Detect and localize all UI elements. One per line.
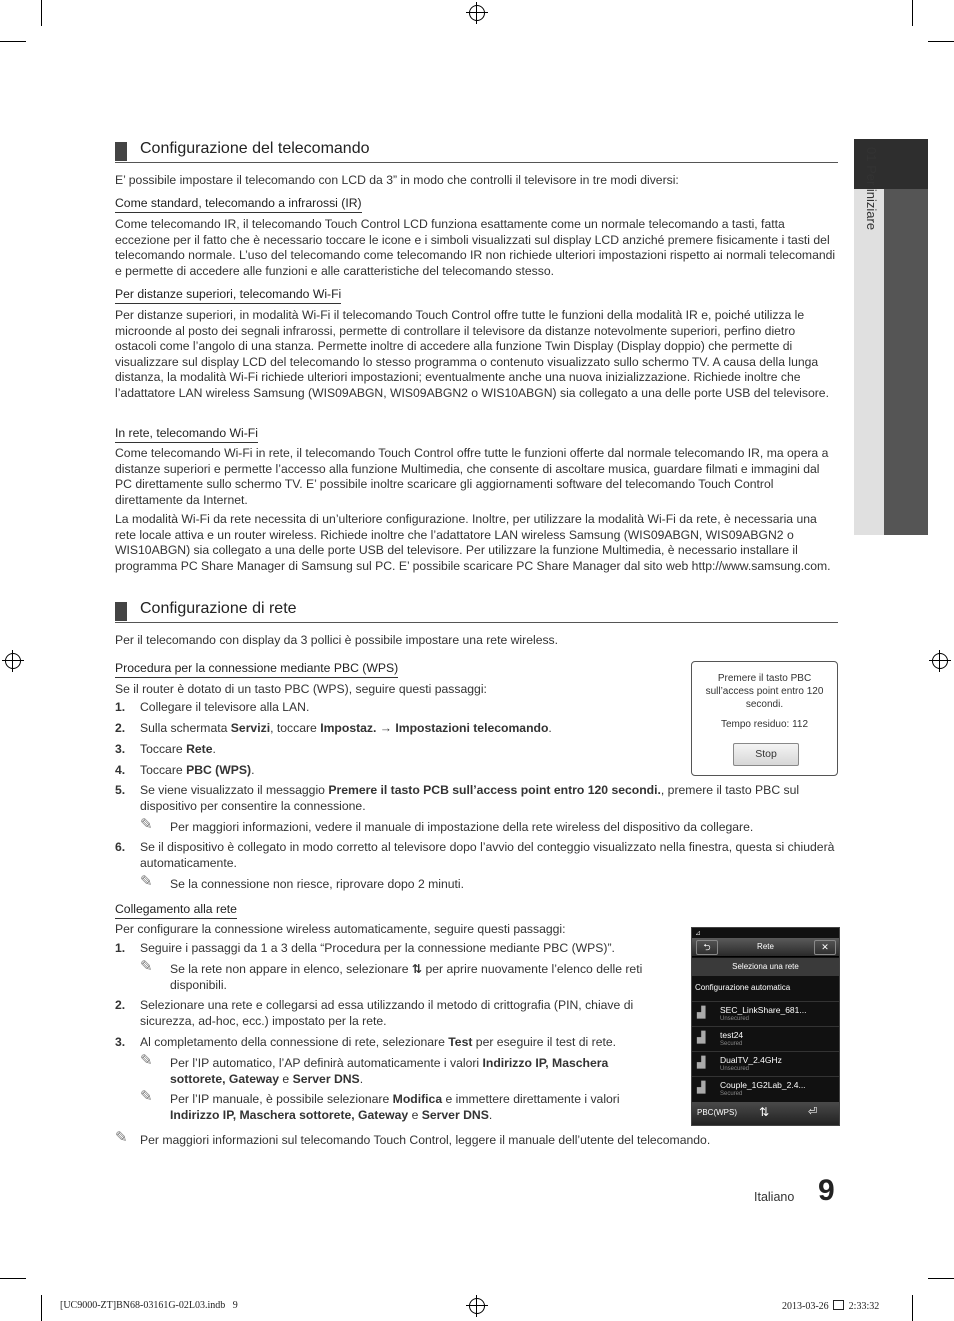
paragraph: La modalità Wi-Fi da rete necessita di un’ulteriore configurazione. Inoltre, per utilizzare la modalità Wi-Fi da rete, è necessaria una rete locale attiva e un router wireless. Richiede inoltre che l’adattatore LAN wireless Samsung (WIS09ABGN, WIS09ABGN2 o WIS10ABGN) sia collegato a una delle porte USB del televisore. Per utilizzare la funzione Multimedia, è necessario installare il programma PC Share Manager di Samsung sul PC. E’ possibile scaricare PC Share Manager dal sito web http://www.samsung.com. [115,512,831,573]
network-name: Couple_1G2Lab_2.4... [720,1080,806,1090]
note: Per l’IP manuale, è possibile selezionare Modifica e immettere direttamente i valori Indirizzo IP, Maschera sottorete, Gateway e Server DNS. [170,1092,620,1122]
paragraph: Se il router è dotato di un tasto PBC (WPS), seguire questi passaggi: [115,682,487,696]
paragraph: Per distanze superiori, in modalità Wi-Fi il telecomando Touch Control offre tutte le funzioni della modalità IR e, poiché utilizza le microonde al posto dei segnali infrarossi, permette di controllare il televisore da distanze notevolmente superiori, perfino dietro ostacoli come l’angolo di una stanza. Permette inoltre di accedere alla funzione Twin Display (Display doppio) che permette di visualizzare sul display LCD del telecomando lo stesso programma o contenuto visualizzato sullo schermo TV. A causa della lunga distanza, la modalità Wi-Fi richiede ulteriori impostazioni; eventualmente anche una nuova inizializzazione. Richiede inoltre che l’adattatore LAN wireless Samsung (WIS09ABGN, WIS09ABGN2 o WIS10ABGN) sia collegato a una delle porte USB del televisore. [115,308,829,400]
phone-footer [692,1102,839,1125]
back-icon[interactable]: ⮌ [696,940,718,955]
refresh-icon: ⇅ [411,962,423,976]
step-number: 4. [115,763,126,777]
section-heading [115,600,838,623]
network-status: Secured [720,1091,743,1097]
phone-header [692,938,839,957]
signal-icon: ⊿ [695,930,701,937]
pbc-dialog [691,661,838,776]
step-number: 2. [115,998,126,1012]
side-tab-label: 01 Per iniziare [864,147,879,231]
step-text: Sulla schermata Servizi, toccare Impostaz. → Impostazioni telecomando. [140,721,552,735]
network-status: Secured [720,1041,743,1047]
pbc-countdown: Tempo residuo: 112 [720,719,809,730]
network-item[interactable] [692,1051,839,1076]
footer-language: Italiano [754,1190,795,1204]
network-name: SEC_LinkShare_681... [720,1005,807,1015]
phone-subtitle: Seleziona una rete [692,958,839,976]
step-text: Collegare il televisore alla LAN. [140,700,310,714]
registration-mark-icon [5,653,21,669]
clock-icon [833,1300,844,1310]
step-text: Seguire i passaggi da 1 a 3 della “Procedura per la connessione mediante PBC (WPS)”. [140,941,615,955]
step-number: 5. [115,783,126,797]
heading-bar [115,142,127,161]
pbc-button[interactable]: PBC(WPS) [697,1108,737,1117]
network-status: Unsecured [720,1066,750,1072]
network-item[interactable] [692,1026,839,1051]
wifi-signal-icon: ▟ [697,1007,706,1019]
wifi-signal-icon: ▟ [697,1057,706,1069]
step-text: Toccare Rete. [140,742,216,756]
step-text: Se il dispositivo è collegato in modo corretto al televisore dopo l’avvio del conteggio visualizzato nella finestra, questa si chiuderà automaticamente. [140,840,835,870]
network-status: Unsecured [720,1016,750,1022]
paragraph: Come telecomando IR, il telecomando Touch Control LCD funziona esattamente come un normale telecomando a tasti, fatta eccezione per il fatto che è necessario toccare le icone e i simboli visualizzati sul display LCD anziché premere fisicamente i tasti del telecomando normale. L’uso del telecomando come telecomando IR non richiede ulteriori impostazioni rispetto ai normali telecomandi e permette di accedere alle funzioni e alle caratteristiche del telecomando stesso. [115,217,836,278]
note-pencil-icon: ✎ [140,1088,153,1105]
wifi-signal-icon: ▟ [697,1032,706,1044]
network-name: DualTV_2.4GHz [720,1055,782,1065]
subheading: Collegamento alla rete [115,902,237,919]
step-number: 3. [115,1035,126,1049]
step-number: 2. [115,721,126,735]
side-tab-dark-band [884,189,928,535]
registration-mark-icon [469,1298,485,1314]
network-name: test24 [720,1030,744,1040]
step-text: Se viene visualizzato il messaggio Premere il tasto PCB sull’access point entro 120 secondi., premere il tasto PBC sul dispositivo per consentire la connessione. [140,783,800,813]
registration-mark-icon [932,653,948,669]
section-title: Configurazione del telecomando [140,140,370,157]
paragraph: Come telecomando Wi-Fi in rete, il telecomando Touch Control offre tutte le funzioni offerte dal normale telecomando IR, ma opera a distanze superiori e permette l’accesso alla funzione Multimedia, che consente di ascoltare musica, guardare filmati e immagini dal PC direttamente sullo schermo TV. E’ possibile inoltre scaricare gli aggiornamenti software del telecomando Touch Control direttamente da Internet. [115,446,829,507]
heading-bar [115,602,127,621]
section-title: Configurazione di rete [140,600,297,617]
section-heading [115,140,838,163]
note: Se la connessione non riesce, riprovare dopo 2 minuti. [170,877,465,891]
subheading: Per distanze superiori, telecomando Wi-Fi [115,287,341,304]
auto-config-item[interactable]: Configurazione automatica [695,983,791,992]
step-text: Toccare PBC (WPS). [140,763,255,777]
note-pencil-icon: ✎ [140,816,153,833]
note: Per l’IP automatico, l’AP definirà automaticamente i valori Indirizzo IP, Maschera sottorete, Gateway e Server DNS. [170,1056,609,1086]
step-number: 1. [115,941,126,955]
step-number: 6. [115,840,126,854]
paragraph: Per configurare la connessione wireless automaticamente, seguire questi passaggi: [115,922,566,936]
pbc-message: Premere il tasto PBC sull’access point entro 120 secondi. [705,673,824,710]
note: Se la rete non appare in elenco, selezionare ⇅ per aprire nuovamente l’elenco delle reti disponibili. [170,962,643,992]
phone-title: Rete [757,942,774,951]
subheading: Procedura per la connessione mediante PBC (WPS) [115,661,398,678]
enter-icon[interactable]: ⏎ [808,1106,818,1118]
close-icon[interactable]: ✕ [814,940,836,955]
refresh-icon[interactable]: ⇅ [759,1105,770,1119]
subheading: In rete, telecomando Wi-Fi [115,426,258,443]
page-number: 9 [818,1174,835,1207]
note: Per maggiori informazioni, vedere il manuale di impostazione della rete wireless del dispositivo da collegare. [170,820,754,834]
print-date: 2013-03-26 2:33:32 [782,1301,880,1312]
step-number: 3. [115,742,126,756]
wifi-signal-icon: ▟ [697,1082,706,1094]
network-item[interactable] [692,1076,839,1101]
subheading: Come standard, telecomando a infrarossi (IR) [115,196,362,213]
paragraph: Per il telecomando con display da 3 pollici è possibile impostare una rete wireless. [115,633,559,647]
stop-button[interactable]: Stop [733,743,799,766]
registration-mark-icon [469,5,485,21]
note-pencil-icon: ✎ [140,873,153,890]
step-number: 1. [115,700,126,714]
print-file-info: [UC9000-ZT]BN68-03161G-02L03.indb 9 [60,1300,238,1311]
network-item[interactable] [692,1001,839,1026]
remote-network-screen [691,927,840,1126]
note-pencil-icon: ✎ [140,1052,153,1069]
note-pencil-icon: ✎ [115,1129,128,1146]
step-text: Al completamento della connessione di rete, selezionare Test per eseguire il test di rete. [140,1035,617,1049]
note-pencil-icon: ✎ [140,958,153,975]
step-text: Selezionare una rete e collegarsi ad essa utilizzando il metodo di crittografia (PIN, chiave di sicurezza, ad-hoc, ecc.) impostato per la rete. [140,998,634,1028]
note: Per maggiori informazioni sul telecomando Touch Control, leggere il manuale dell’utente del telecomando. [140,1133,711,1147]
paragraph: E’ possibile impostare il telecomando con LCD da 3” in modo che controlli il televisore in tre modi diversi: [115,173,679,187]
